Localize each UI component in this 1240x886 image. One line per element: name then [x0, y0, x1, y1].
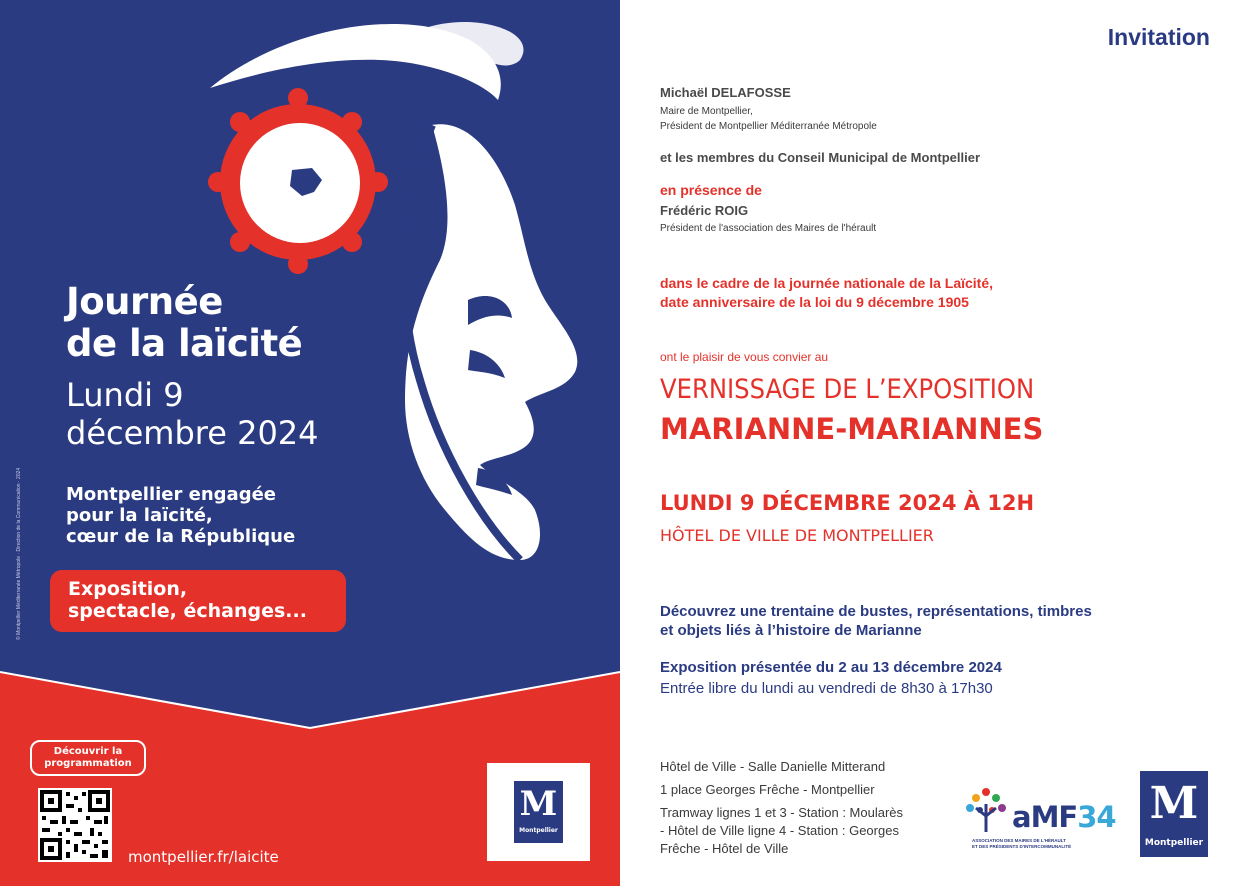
guest-name: Frédéric ROIG — [660, 203, 749, 218]
host-name: Michaël DELAFOSSE — [660, 85, 791, 100]
event-place: HÔTEL DE VILLE DE MONTPELLIER — [660, 526, 934, 545]
context-text: dans le cadre de la journée nationale de la Laïcité, date anniversaire de la loi du 9 décembre 1905 — [660, 275, 994, 310]
poster-url[interactable]: montpellier.fr/laicite — [128, 848, 279, 866]
address-line-1: Hôtel de Ville - Salle Danielle Mitterand — [660, 759, 886, 774]
guest-role: Président de l'association des Maires de l'hérault — [660, 223, 877, 234]
montpellier-logo-left — [487, 763, 590, 861]
program-button[interactable]: Découvrir la programmation — [30, 740, 146, 776]
qr-code-icon[interactable] — [38, 788, 112, 862]
transport-info: Tramway lignes 1 et 3 - Station : Moularès - Hôtel de Ville ligne 4 - Station : Georges Frêche - Hôtel de Ville — [660, 805, 904, 856]
address-line-2: 1 place Georges Frêche - Montpellier — [660, 782, 875, 797]
poster-date: Lundi 9 décembre 2024 — [66, 376, 319, 452]
poster-credits: © Montpellier Méditerranée Métropole · Direction de la Communication · 2024 — [16, 467, 22, 640]
discover-text: Découvrez une trentaine de bustes, représentations, timbres et objets liés à l’histoire de Marianne — [660, 603, 1092, 639]
presence-label: en présence de — [660, 182, 762, 198]
expo-hours: Entrée libre du lundi au vendredi de 8h30 à 17h30 — [660, 680, 993, 697]
poster-subtitle: Montpellier engagée pour la laïcité, cœur de la République — [66, 484, 296, 547]
poster-title: Journée de la laïcité — [66, 280, 303, 365]
council-line: et les membres du Conseil Municipal de Montpellier — [660, 150, 981, 165]
event-title-1: VERNISSAGE DE L’EXPOSITION — [660, 374, 1035, 405]
montpellier-logo-icon: M Montpellier — [514, 781, 563, 843]
event-date: LUNDI 9 DÉCEMBRE 2024 À 12H — [660, 491, 1035, 515]
event-title-2: MARIANNE-MARIANNES — [660, 412, 1044, 446]
montpellier-logo-right-icon: M Montpellier — [1140, 771, 1208, 857]
invite-line: ont le plaisir de vous convier au — [660, 350, 829, 364]
invitation-title: Invitation — [1107, 24, 1210, 50]
expo-dates: Exposition présentée du 2 au 13 décembre 2024 — [660, 659, 1002, 676]
amf34-caption: ASSOCIATION DES MAIRES DE L'HÉRAULT ET DES PRÉSIDENTS D'INTERCOMMUNALITÉ — [972, 838, 1072, 849]
poster-program-box: Exposition, spectacle, échanges... — [50, 570, 346, 632]
amf34-logo-text: aMF34 — [1012, 800, 1116, 834]
host-role: Maire de Montpellier, Président de Montpellier Méditerranée Métropole — [660, 106, 877, 132]
